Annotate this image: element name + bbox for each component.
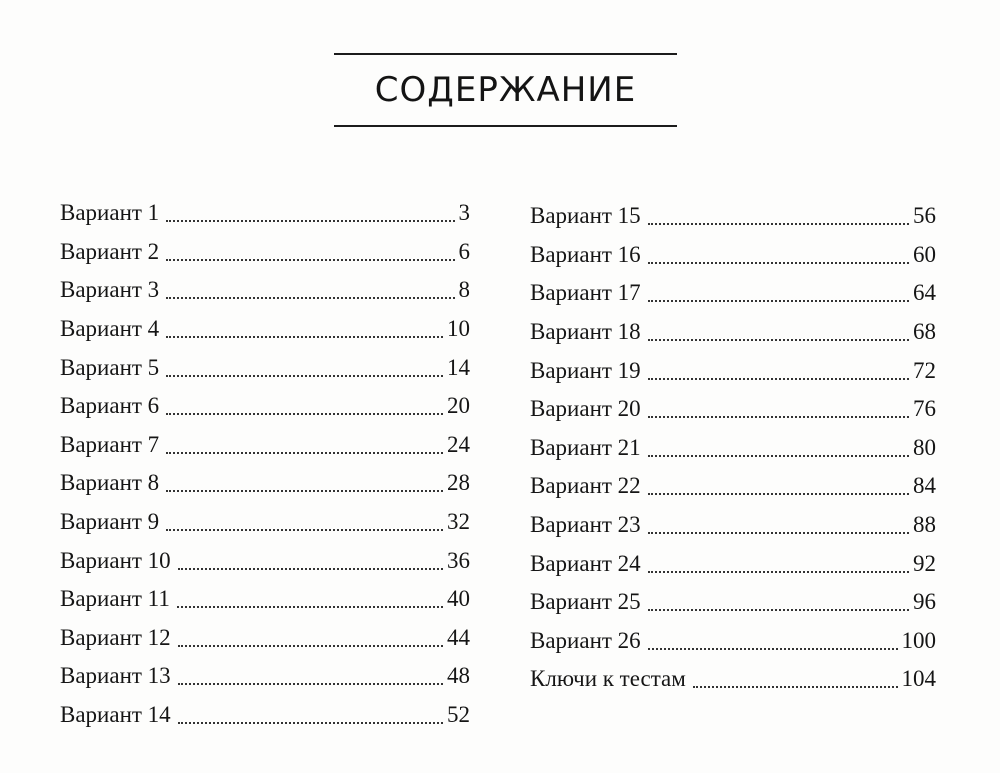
- toc-entry[interactable]: [60, 619, 470, 658]
- toc-entry[interactable]: [60, 696, 470, 735]
- dot-leader: [648, 339, 909, 341]
- toc-entry-label: Вариант 26: [530, 627, 641, 653]
- dot-leader: [166, 375, 443, 377]
- dot-leader: [648, 648, 898, 650]
- toc-entry-page-number: 32: [447, 509, 470, 535]
- toc-entry[interactable]: [530, 351, 936, 390]
- toc-entry[interactable]: [60, 194, 470, 233]
- dot-leader: [648, 455, 909, 457]
- title-top-rule: [334, 53, 677, 55]
- toc-entry-page-number: 40: [447, 586, 470, 612]
- toc-entry-page-number: 80: [913, 434, 936, 460]
- toc-entry-page-number: 3: [458, 200, 470, 226]
- toc-entry-page-number: 28: [447, 470, 470, 496]
- toc-entry-label: Вариант 9: [60, 509, 160, 535]
- title-bottom-rule: [334, 125, 677, 127]
- dot-leader: [648, 532, 909, 534]
- toc-entry-label: Вариант 7: [60, 431, 160, 457]
- dot-leader: [177, 606, 443, 608]
- dot-leader: [166, 259, 454, 261]
- toc-entry[interactable]: [530, 429, 936, 468]
- toc-entry-label: Ключи к тестам: [530, 666, 686, 692]
- dot-leader: [178, 568, 443, 570]
- toc-entry[interactable]: [530, 197, 936, 236]
- toc-entry-label: Вариант 5: [60, 354, 160, 380]
- dot-leader: [166, 297, 454, 299]
- toc-entry-label: Вариант 10: [60, 547, 171, 573]
- dot-leader: [166, 490, 443, 492]
- toc-entry-label: Вариант 12: [60, 624, 171, 650]
- dot-leader: [648, 262, 909, 264]
- toc-entry-page-number: 72: [913, 357, 936, 383]
- toc-entry-label: Вариант 14: [60, 702, 171, 728]
- toc-entry[interactable]: [60, 426, 470, 465]
- dot-leader: [166, 413, 443, 415]
- toc-entry-page-number: 14: [447, 354, 470, 380]
- toc-entry-page-number: 8: [458, 277, 470, 303]
- toc-entry-label: Вариант 6: [60, 393, 160, 419]
- toc-entry[interactable]: [530, 467, 936, 506]
- toc-entry[interactable]: [530, 544, 936, 583]
- toc-left-column: [60, 194, 470, 734]
- toc-entry-page-number: 76: [913, 396, 936, 422]
- dot-leader: [648, 571, 909, 573]
- toc-entry-page-number: 20: [447, 393, 470, 419]
- dot-leader: [648, 223, 909, 225]
- toc-entry[interactable]: [530, 313, 936, 352]
- toc-entry-page-number: 96: [913, 589, 936, 615]
- toc-entry-page-number: 100: [901, 627, 936, 653]
- toc-entry[interactable]: [60, 271, 470, 310]
- toc-entry[interactable]: [60, 541, 470, 580]
- toc-entry-label: Вариант 15: [530, 203, 641, 229]
- page-title: СОДЕРЖАНИЕ: [374, 70, 637, 110]
- toc-entry-page-number: 10: [447, 316, 470, 342]
- toc-entry[interactable]: [60, 580, 470, 619]
- toc-entry-label: Вариант 23: [530, 512, 641, 538]
- toc-entry-page-number: 64: [913, 280, 936, 306]
- toc-entry-page-number: 68: [913, 319, 936, 345]
- toc-entry[interactable]: [530, 390, 936, 429]
- toc-entry-label: Вариант 17: [530, 280, 641, 306]
- toc-right-column: [530, 197, 936, 699]
- toc-entry-page-number: 88: [913, 512, 936, 538]
- toc-entry-label: Вариант 8: [60, 470, 160, 496]
- toc-entry-page-number: 84: [913, 473, 936, 499]
- toc-entry[interactable]: [530, 506, 936, 545]
- toc-entry-label: Вариант 3: [60, 277, 160, 303]
- dot-leader: [178, 722, 443, 724]
- toc-entry-label: Вариант 21: [530, 434, 641, 460]
- toc-entry-page-number: 60: [913, 241, 936, 267]
- dot-leader: [178, 645, 443, 647]
- toc-entry-page-number: 52: [447, 702, 470, 728]
- toc-entry-label: Вариант 24: [530, 550, 641, 576]
- toc-entry-label: Вариант 11: [60, 586, 170, 612]
- toc-entry-page-number: 36: [447, 547, 470, 573]
- toc-entry-page-number: 24: [447, 431, 470, 457]
- toc-entry-label: Вариант 25: [530, 589, 641, 615]
- toc-entry-label: Вариант 16: [530, 241, 641, 267]
- toc-entry[interactable]: [60, 503, 470, 542]
- toc-entry[interactable]: [530, 583, 936, 622]
- dot-leader: [648, 493, 909, 495]
- toc-entry[interactable]: [60, 348, 470, 387]
- dot-leader: [166, 452, 443, 454]
- toc-entry-page-number: 92: [913, 550, 936, 576]
- toc-entry[interactable]: [530, 660, 936, 699]
- toc-entry-label: Вариант 4: [60, 316, 160, 342]
- dot-leader: [166, 220, 454, 222]
- toc-entry[interactable]: [60, 233, 470, 272]
- toc-entry-label: Вариант 19: [530, 357, 641, 383]
- toc-entry-label: Вариант 13: [60, 663, 171, 689]
- dot-leader: [648, 416, 909, 418]
- dot-leader: [648, 300, 909, 302]
- toc-entry-label: Вариант 2: [60, 238, 160, 264]
- dot-leader: [166, 336, 443, 338]
- toc-entry[interactable]: [60, 464, 470, 503]
- toc-entry[interactable]: [60, 310, 470, 349]
- toc-entry-label: Вариант 18: [530, 319, 641, 345]
- toc-entry[interactable]: [530, 236, 936, 275]
- dot-leader: [178, 683, 443, 685]
- toc-entry-label: Вариант 22: [530, 473, 641, 499]
- toc-entry-label: Вариант 20: [530, 396, 641, 422]
- dot-leader: [166, 529, 443, 531]
- toc-entry[interactable]: [60, 657, 470, 696]
- toc-entry-page-number: 6: [458, 238, 470, 264]
- dot-leader: [648, 378, 909, 380]
- toc-entry[interactable]: [530, 274, 936, 313]
- toc-entry-page-number: 48: [447, 663, 470, 689]
- dot-leader: [693, 686, 898, 688]
- toc-entry-page-number: 56: [913, 203, 936, 229]
- toc-entry[interactable]: [60, 387, 470, 426]
- toc-entry-page-number: 104: [901, 666, 936, 692]
- toc-entry-page-number: 44: [447, 624, 470, 650]
- dot-leader: [648, 609, 909, 611]
- toc-entry-label: Вариант 1: [60, 200, 160, 226]
- toc-entry[interactable]: [530, 622, 936, 661]
